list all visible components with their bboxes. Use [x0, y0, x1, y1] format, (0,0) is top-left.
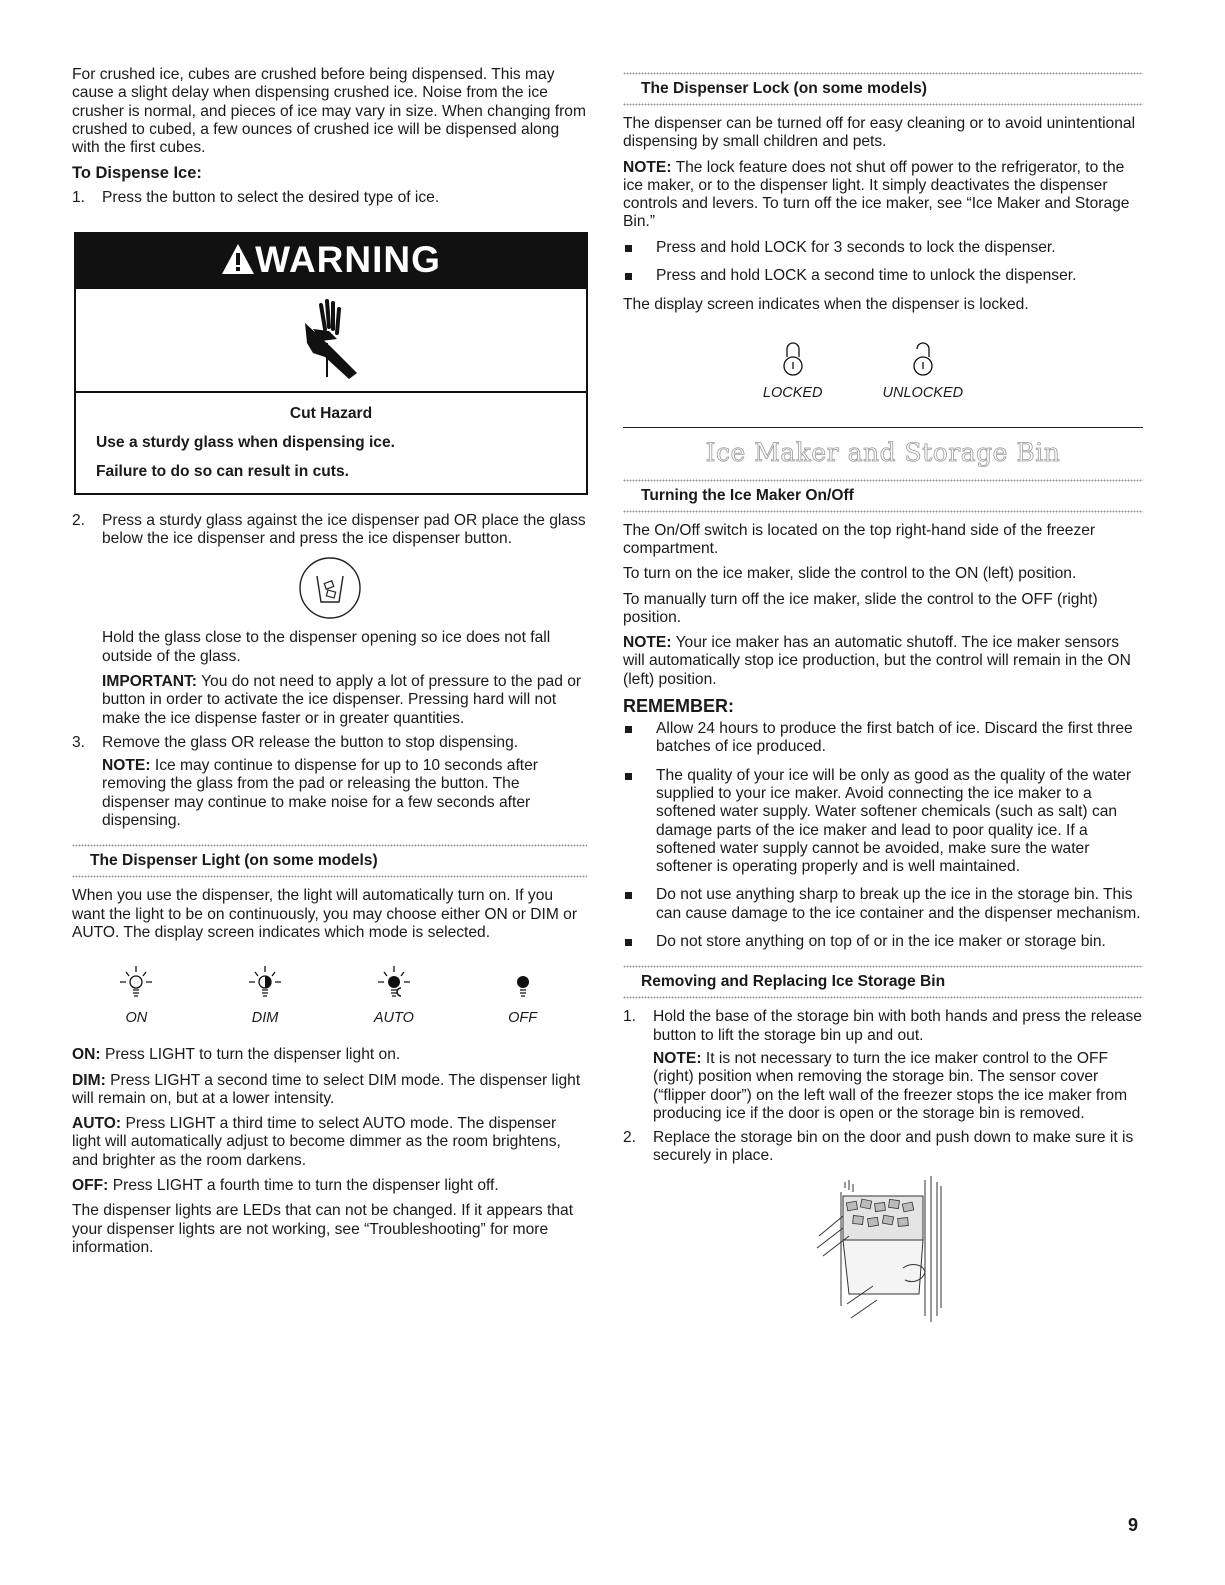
- dispenser-lock-heading: The Dispenser Lock (on some models): [641, 80, 927, 97]
- warning-line-2: Failure to do so can result in cuts.: [96, 462, 350, 480]
- onoff-note-label: NOTE:: [623, 634, 672, 652]
- step-3: [72, 734, 587, 752]
- bullet-icon: [625, 773, 632, 780]
- bin-heading: Removing and Replacing Ice Storage Bin: [641, 973, 946, 991]
- onoff-paragraph-2: To turn on the ice maker, slide the control to the ON (left) position.: [623, 565, 1077, 583]
- cut-hazard-pictogram: [76, 289, 586, 393]
- warning-line-1: Use a sturdy glass when dispensing ice.: [96, 433, 395, 451]
- divider: [72, 875, 587, 878]
- step-text: Hold the base of the storage bin with both hands and press the release button to lift the storage bin up and out.: [653, 1008, 1142, 1044]
- page-number: 9: [1128, 1515, 1139, 1535]
- warning-box: [74, 232, 588, 495]
- remember-bullet: [623, 720, 1143, 757]
- lock-note-paragraph: [623, 159, 1143, 232]
- note-label: NOTE:: [102, 757, 151, 775]
- light-dim-paragraph: [72, 1072, 587, 1109]
- light-mode-icons: [72, 964, 587, 1026]
- left-column: [72, 66, 587, 1257]
- light-mode-on: [116, 964, 156, 1026]
- cut-hand-icon: [291, 295, 371, 385]
- dim-text: Press LIGHT a second time to select DIM mode. The dispenser light will remain on, but at a lower intensity.: [72, 1071, 581, 1107]
- on-label: ON:: [72, 1046, 101, 1064]
- remember-bullet: [623, 886, 1143, 923]
- bullet-text: Do not store anything on top of or in the ice maker or storage bin.: [656, 933, 1106, 951]
- warning-message: [76, 393, 586, 493]
- bullet-icon: [625, 245, 632, 252]
- onoff-heading: Turning the Ice Maker On/Off: [641, 486, 854, 504]
- on-text: Press LIGHT to turn the dispenser light on.: [104, 1046, 401, 1064]
- onoff-note-text: Your ice maker has an automatic shutoff. The ice maker sensors will automatically stop ice production, but the control will remain in the ON (left) position.: [623, 634, 1131, 688]
- unlocked-label: UNLOCKED: [882, 384, 964, 401]
- step-number: 2.: [623, 1129, 637, 1147]
- ice-dispenser-button-figure: [72, 556, 587, 620]
- light-on-icon: [116, 964, 156, 1002]
- light-off-icon: [503, 964, 543, 1002]
- right-column: [623, 66, 1143, 1331]
- step-text: Press the button to select the desired type of ice.: [102, 189, 440, 207]
- bullet-text: Allow 24 hours to produce the first batch of ice. Discard the first three batches of ice produced.: [656, 720, 1133, 756]
- ice-glass-button-icon: [298, 556, 362, 620]
- important-text: You do not need to apply a lot of pressure to the pad or button in order to activate the ice dispenser. Pressing hard will not make the ice dispense faster or in greater quantities.: [102, 672, 582, 727]
- bullet-icon: [625, 726, 632, 733]
- bin-step-2: [623, 1129, 1143, 1166]
- step-number: 3.: [72, 733, 86, 751]
- lock-note-label: NOTE:: [623, 158, 672, 176]
- bin-note-paragraph: [653, 1050, 1143, 1123]
- step-number: 1.: [72, 189, 86, 207]
- light-mode-label: OFF: [508, 1010, 538, 1027]
- warning-hazard: Cut Hazard: [289, 404, 373, 422]
- bullet-text: Press and hold LOCK for 3 seconds to lock the dispenser.: [656, 238, 1056, 256]
- lock-note-text: The lock feature does not shut off power to the refrigerator, to the ice maker, or to the dispenser light. It simply deactivates the dispenser controls and levers. To turn off the ice maker, see “Ice Maker and Storage Bin.”: [623, 158, 1130, 231]
- step-2: [72, 512, 587, 549]
- bullet-icon: [625, 273, 632, 280]
- dispenser-light-heading: The Dispenser Light (on some models): [90, 852, 378, 870]
- light-dim-icon: [245, 964, 285, 1002]
- storage-bin-illustration: [813, 1176, 1143, 1331]
- step-text: Remove the glass OR release the button to stop dispensing.: [102, 733, 519, 751]
- dispenser-light-heading-block: [72, 844, 587, 878]
- hold-glass-text: Hold the glass close to the dispenser opening so ice does not fall outside of the glass.: [102, 629, 551, 665]
- unlocked-indicator: [883, 339, 964, 401]
- divider: [623, 996, 1143, 999]
- note-paragraph: [102, 757, 587, 830]
- important-paragraph: [102, 673, 587, 728]
- light-mode-off: [503, 964, 543, 1026]
- lock-bullet: [623, 239, 1143, 257]
- bin-note-text: It is not necessary to turn the ice maker control to the OFF (right) position when removing the storage bin. The sensor cover (“flipper door”) on the left wall of the freezer stops the ice maker from producing ice if the door is open or the storage bin is removed.: [653, 1049, 1128, 1122]
- bullet-text: The quality of your ice will be only as good as the quality of the water supplied to your ice maker. Avoid connecting the ice maker to a softened water supply. Water softener chemicals (such as salt) can damage parts of the ice maker and lead to poor quality ice. If a softened water supply cannot be avoided, make sure the water softener is operating properly and is well maintained.: [656, 766, 1132, 876]
- dim-label: DIM:: [72, 1071, 106, 1089]
- unlocked-icon: [908, 339, 938, 379]
- dispenser-lock-heading-block: [623, 72, 1143, 106]
- light-mode-label: ON: [125, 1010, 148, 1027]
- onoff-note-paragraph: [623, 634, 1143, 689]
- note-text: Ice may continue to dispense for up to 10 seconds after removing the glass from the pad or releasing the button. The dispenser may continue to make noise for a few seconds after dispensing.: [102, 757, 539, 830]
- dispense-ice-heading: To Dispense Ice:: [72, 164, 202, 183]
- ice-maker-section-title: Ice Maker and Storage Bin: [705, 437, 1061, 467]
- locked-icon: [778, 339, 808, 379]
- remember-heading: REMEMBER:: [623, 696, 734, 717]
- bin-note-label: NOTE:: [653, 1049, 702, 1067]
- section-divider: [623, 427, 1143, 428]
- step-text: Press a sturdy glass against the ice dispenser pad OR place the glass below the ice dispenser and press the ice dispenser button.: [102, 511, 586, 548]
- lock-display-text: The display screen indicates when the dispenser is locked.: [623, 296, 1029, 314]
- step-1: [72, 189, 587, 207]
- step-number: 1.: [623, 1008, 637, 1026]
- auto-text: Press LIGHT a third time to select AUTO mode. The dispenser light will automatically adjust to become dimmer as the room brightens, and brighter as the room darkens.: [72, 1115, 561, 1169]
- onoff-paragraph-3: To manually turn off the ice maker, slide the control to the OFF (right) position.: [623, 590, 1098, 626]
- divider: [623, 103, 1143, 106]
- important-label: IMPORTANT:: [102, 672, 197, 690]
- bin-step-1: [623, 1008, 1143, 1045]
- step-text: Replace the storage bin on the door and push down to make sure it is securely in place.: [653, 1129, 1134, 1165]
- bullet-text: Press and hold LOCK a second time to unlock the dispenser.: [656, 267, 1077, 285]
- light-auto-paragraph: [72, 1115, 587, 1170]
- dispenser-light-intro: When you use the dispenser, the light will automatically turn on. If you want the light to be on continuously, you may choose either ON or DIM or AUTO. The display screen indicates which mode is selected.: [72, 887, 578, 941]
- warning-header: [76, 234, 586, 289]
- bin-heading-block: [623, 965, 1143, 999]
- auto-label: AUTO:: [72, 1115, 122, 1133]
- bullet-text: Do not use anything sharp to break up the ice in the storage bin. This can cause damage to the ice container and the dispenser mechanism.: [656, 886, 1141, 922]
- ice-storage-bin-icon: [813, 1176, 963, 1326]
- lock-icons: [583, 339, 1143, 401]
- light-auto-icon: [374, 964, 414, 1002]
- light-mode-auto: [374, 964, 414, 1026]
- light-mode-label: DIM: [251, 1010, 279, 1027]
- light-off-paragraph: [72, 1177, 587, 1195]
- warning-title: WARNING: [255, 238, 441, 280]
- lock-intro: The dispenser can be turned off for easy cleaning or to avoid unintentional dispensing by small children and pets.: [623, 115, 1136, 151]
- warning-triangle-icon: [221, 237, 255, 289]
- crushed-ice-intro: For crushed ice, cubes are crushed before being dispensed. This may cause a slight delay when dispensing crushed ice. Noise from the ice crusher is normal, and pieces of ice may vary in size. When changing from crushed to cubed, a few ounces of crushed ice will be dispensed along with the first cubes.: [72, 66, 586, 157]
- remember-bullet: [623, 933, 1143, 951]
- off-label: OFF:: [72, 1177, 109, 1195]
- remember-bullet: [623, 767, 1143, 877]
- leds-paragraph: The dispenser lights are LEDs that can not be changed. If it appears that your dispenser lights are not working, see “Troubleshooting” for more information.: [72, 1202, 574, 1256]
- bullet-icon: [625, 939, 632, 946]
- onoff-heading-block: [623, 479, 1143, 513]
- step-number: 2.: [72, 511, 86, 529]
- onoff-paragraph-1: The On/Off switch is located on the top right-hand side of the freezer compartment.: [623, 521, 1096, 557]
- light-on-paragraph: [72, 1046, 587, 1064]
- lock-bullet: [623, 267, 1143, 285]
- divider: [623, 510, 1143, 513]
- locked-indicator: [763, 339, 823, 401]
- bullet-icon: [625, 892, 632, 899]
- locked-label: LOCKED: [762, 384, 823, 401]
- off-text: Press LIGHT a fourth time to turn the dispenser light off.: [112, 1177, 499, 1195]
- light-mode-dim: [245, 964, 285, 1026]
- light-mode-label: AUTO: [373, 1010, 414, 1027]
